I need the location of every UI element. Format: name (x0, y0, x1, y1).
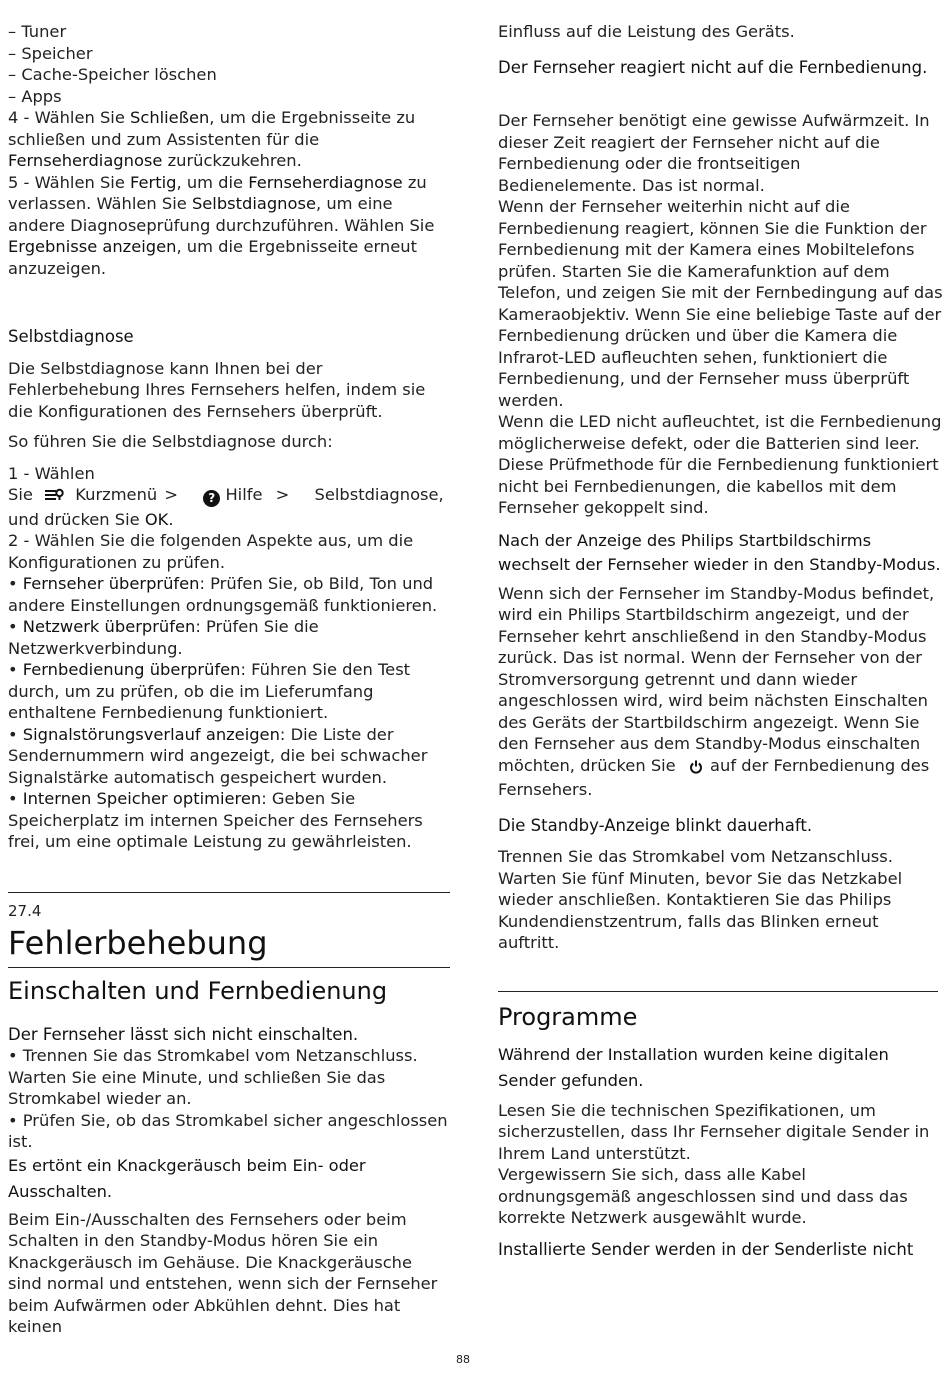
power-icon (689, 758, 703, 780)
section-title: Programme (498, 1002, 638, 1031)
question-heading: Installierte Sender werden in der Senderliste nicht (498, 1239, 914, 1259)
selbstdiagnose-heading: Selbstdiagnose (8, 327, 134, 346)
chapter-divider (8, 892, 450, 893)
bullet-item: • Fernseher überprüfen: Prüfen Sie, ob Bild, Ton und andere Einstellungen ordnungsgemäß funktionieren. (8, 574, 438, 615)
list-item: – Apps (8, 86, 62, 106)
step-5: 5 - Wählen Sie Fertig, um die Fernseherdiagnose zu verlassen. Wählen Sie Selbstdiagnose, um eine andere Diagnoseprüfung durchzuführen. Wählen Sie Ergebnisse anzeigen, um die Ergebnisseite erneut anzuzeigen. (8, 172, 435, 278)
left-column (8, 21, 450, 1338)
bullet-item: • Signalstörungsverlauf anzeigen: Die Liste der Sendernummern wird angezeigt, die bei schwacher Signalstärke automatisch gespeichert wurden. (8, 724, 428, 787)
list-item: – Tuner (8, 22, 67, 41)
section-divider (8, 967, 450, 968)
chapter-title: Fehlerbehebung (8, 923, 268, 962)
question-heading: Es ertönt ein Knackgeräusch beim Ein- oder Ausschalten. (8, 1155, 366, 1201)
question-heading: Die Standby-Anzeige blinkt dauerhaft. (498, 815, 813, 835)
answer-text: Wenn sich der Fernseher im Standby-Modus befindet, wird ein Philips Startbildschirm angezeigt, und der Fernseher kehrt anschließend in den Standby-Modus zurück. Das ist normal. Wenn der Fernseher von der Stromversorgung getrennt und dann wieder angeschlossen wird, wird beim nächsten Einschalten des Geräts der Startbildschirm angezeigt. Wenn Sie den Fernseher aus dem Standby-Modus einschalten möchten, drücken Sie auf der Fernbedienung des Fernsehers. (498, 583, 935, 799)
help-icon: ? (203, 490, 220, 507)
answer-text: Trennen Sie das Stromkabel vom Netzanschluss. Warten Sie fünf Minuten, bevor Sie das Netzkabel wieder anschließen. Kontaktieren Sie das Philips Kundendienstzentrum, falls das Blinken erneut auftritt. (498, 847, 903, 952)
answer-text: Wenn die LED nicht aufleuchtet, ist die Fernbedienung möglicherweise defekt, oder die Batterien sind leer. (498, 412, 942, 453)
quick-menu-icon (44, 487, 64, 509)
answer-text: Wenn der Fernseher weiterhin nicht auf die Fernbedienung reagiert, können Sie die Funktion der Fernbedienung mit der Kamera eines Mobiltelefons prüfen. Starten Sie die Kamerafunktion auf dem Telefon, und zeigen Sie mit der Fernbedingung auf das Kameraobjektiv. Wenn Sie eine beliebige Taste auf der Fernbedienung drücken und über die Kamera die Infrarot-LED aufleuchten sehen, funktioniert die Fernbedienung, und der Fernseher muss überprüft werden. (498, 197, 943, 410)
step-2: 2 - Wählen Sie die folgenden Aspekte aus, um die Konfigurationen zu prüfen. (8, 531, 414, 572)
bullet-item: • Netzwerk überprüfen: Prüfen Sie die Netzwerkverbindung. (8, 617, 319, 658)
continued-text: Einfluss auf die Leistung des Geräts. (498, 22, 795, 41)
selbst-intro: Die Selbstdiagnose kann Ihnen bei der Fehlerbehebung Ihres Fernsehers helfen, indem sie die Konfigurationen des Fernsehers überprüft. (8, 358, 426, 421)
answer-text: Lesen Sie die technischen Spezifikationen, um sicherzustellen, dass Ihr Fernseher digitale Sender in Ihrem Land unterstützt. (498, 1100, 930, 1163)
right-column (498, 21, 943, 1260)
question-heading: Nach der Anzeige des Philips Startbildschirms wechselt der Fernseher wieder in den Standby-Modus. (498, 530, 941, 574)
page-number: 88 (456, 1353, 470, 1366)
step-1-line1: 1 - Wählen (8, 463, 95, 483)
answer-text: • Prüfen Sie, ob das Stromkabel sicher angeschlossen ist. (8, 1110, 448, 1151)
bullet-item: • Internen Speicher optimieren: Geben Sie Speicherplatz im internen Speicher des Fernsehers frei, um eine optimale Leistung zu gewährleisten. (8, 789, 423, 851)
question-heading: Der Fernseher reagiert nicht auf die Fernbedienung. (498, 57, 928, 77)
step-4: 4 - Wählen Sie Schließen, um die Ergebnisseite zu schließen und zum Assistenten für die Fernseherdiagnose zurückzukehren. (8, 108, 416, 170)
list-item: – Cache-Speicher löschen (8, 65, 217, 84)
answer-text: • Trennen Sie das Stromkabel vom Netzanschluss. Warten Sie eine Minute, und schließen Sie das Stromkabel wieder an. (8, 1046, 418, 1108)
answer-text: Diese Prüfmethode für die Fernbedienung funktioniert nicht bei Fernbedienungen, die kabellos mit dem Fernseher gekoppelt sind. (498, 455, 939, 517)
question-heading: Während der Installation wurden keine digitalen Sender gefunden. (498, 1044, 889, 1090)
answer-text: Der Fernseher benötigt eine gewisse Aufwärmzeit. In dieser Zeit reagiert der Fernseher nicht auf die Fernbedienung oder die frontseitigen Bedienelemente. Das ist normal. (498, 111, 930, 195)
step-1-line3: und drücken Sie OK. (8, 509, 174, 529)
question-heading: Der Fernseher lässt sich nicht einschalten. (8, 1024, 359, 1044)
answer-text: Beim Ein-/Ausschalten des Fernsehers oder beim Schalten in den Standby-Modus hören Sie ein Knackgeräusch im Gehäuse. Die Knackgeräusche sind normal und entstehen, wenn sich der Fernseher beim Aufwärmen oder Abkühlen dehnt. Dies hat keinen (8, 1209, 438, 1336)
section-title: Einschalten und Fernbedienung (8, 976, 388, 1005)
chapter-number: 27.4 (8, 901, 42, 920)
section-divider (498, 991, 938, 992)
bullet-item: • Fernbedienung überprüfen: Führen Sie den Test durch, um zu prüfen, ob die im Lieferumfang enthaltene Fernbedienung funktioniert. (8, 660, 411, 722)
step-1-line2: Sie Kurzmenü > ? Hilfe > Selbstdiagnose, (8, 484, 450, 509)
selbst-how: So führen Sie die Selbstdiagnose durch: (8, 432, 333, 451)
list-item: – Speicher (8, 43, 93, 63)
answer-text: Vergewissern Sie sich, dass alle Kabel ordnungsgemäß angeschlossen sind und dass das korrekte Netzwerk ausgewählt wurde. (498, 1165, 908, 1227)
